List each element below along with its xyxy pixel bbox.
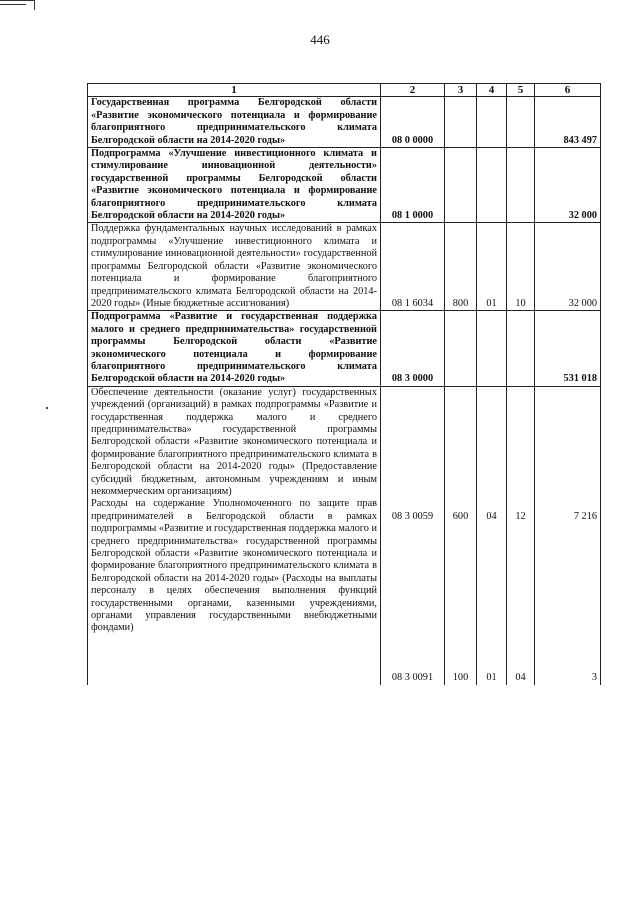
column-header-5: 5	[507, 84, 535, 97]
row-col5	[507, 311, 535, 386]
row-col5-first: 12	[515, 510, 526, 522]
column-header-4: 4	[477, 84, 507, 97]
row-col4-first: 04	[486, 510, 497, 522]
row-col3-first: 600	[452, 510, 469, 522]
row-amount	[535, 386, 601, 684]
row-amount-second: 3	[591, 672, 597, 684]
table-row	[88, 148, 601, 223]
row-description: Государственная программа Белгородской области «Развитие экономического потенциала и формирование благоприятного предпринимательского климата Белгородской области на 2014-2020 годы»	[88, 97, 381, 148]
column-header-2: 2	[381, 84, 445, 97]
row-col3-second: 100	[452, 672, 469, 684]
row-col5	[507, 97, 535, 148]
row-col3	[445, 386, 477, 684]
row-col5	[507, 148, 535, 223]
column-header-3: 3	[445, 84, 477, 97]
row-description: Подпрограмма «Улучшение инвестиционного климата и стимулирование инновационной деятельности» государственной программы Белгородской области «Развитие экономического потенциала и формирование благоприятного предпринимательского климата Белгородской области на 2014-2020 годы»	[88, 148, 381, 223]
row-col5	[507, 386, 535, 684]
row-col4	[477, 148, 507, 223]
row-col4	[477, 97, 507, 148]
row-code: 08 1 0000	[381, 148, 445, 223]
row-col3	[445, 311, 477, 386]
row-amount: 32 000	[535, 148, 601, 223]
row-code: 08 1 6034	[381, 223, 445, 311]
row-col4	[477, 386, 507, 684]
row-description: Подпрограмма «Развитие и государственная поддержка малого и среднего предпринимательства» государственной программы Белгородской области «Развитие экономического потенциала и формирование благоприятного предпринимательского климата Белгородской области на 2014-2020 годы»	[88, 311, 381, 386]
table-row	[88, 223, 601, 311]
row-description-part-2: Расходы на содержание Уполномоченного по защите прав предпринимателей в Белгородской области в рамках подпрограммы «Развитие и государственная поддержка малого и среднего предпринимательства» государственной программы Белгородской области «Развитие экономического потенциала и формирование благоприятного предпринимательского климата в Белгородской области на 2014-2020 годы» (Расходы на выплаты персоналу в целях обеспечения выполнения функций государственными органами, казенными учреждениями, органами управления государственными внебюджетными фондами)	[91, 498, 377, 634]
row-amount-first: 7 216	[573, 510, 597, 522]
row-col5: 10	[507, 223, 535, 311]
row-description-part-1: Обеспечение деятельности (оказание услуг) государственных учреждений (организаций) в рамках подпрограммы «Развитие и государственная поддержка малого и среднего предпринимательства» государственной программы Белгородской области «Развитие экономического потенциала и формирование благоприятного предпринимательского климата в Белгородской области на 2014-2020 годы» (Предоставление субсидий бюджетным, автономным учреждениям и иным некоммерческим организациям)	[91, 386, 377, 497]
table-row	[88, 97, 601, 148]
row-amount: 32 000	[535, 223, 601, 311]
row-col4: 01	[477, 223, 507, 311]
row-code-second: 08 3 0091	[391, 672, 434, 684]
row-amount: 843 497	[535, 97, 601, 148]
corner-crop-mark	[0, 0, 35, 10]
page-number: 446	[310, 32, 330, 47]
table-header-row	[88, 84, 601, 97]
row-col3: 800	[445, 223, 477, 311]
row-code: 08 0 0000	[381, 97, 445, 148]
row-col3	[445, 148, 477, 223]
row-col5-second: 04	[515, 672, 526, 684]
row-description-combined	[88, 386, 381, 684]
column-header-6: 6	[535, 84, 601, 97]
row-code-first: 08 3 0059	[391, 510, 434, 522]
table-row	[88, 386, 601, 684]
column-header-1: 1	[88, 84, 381, 97]
budget-table	[87, 83, 601, 685]
table-row	[88, 311, 601, 386]
row-col4	[477, 311, 507, 386]
row-col4-second: 01	[486, 672, 497, 684]
row-description: Поддержка фундаментальных научных исследований в рамках подпрограммы «Улучшение инвестиционного климата и стимулирование инновационной деятельности» государственной программы Белгородской области «Развитие экономического потенциала и формирование благоприятного предпринимательского климата Белгородской области на 2014-2020 годы» (Иные бюджетные ассигнования)	[88, 223, 381, 311]
scan-speck	[46, 407, 48, 409]
row-amount: 531 018	[535, 311, 601, 386]
row-code	[381, 386, 445, 684]
row-col3	[445, 97, 477, 148]
row-code: 08 3 0000	[381, 311, 445, 386]
